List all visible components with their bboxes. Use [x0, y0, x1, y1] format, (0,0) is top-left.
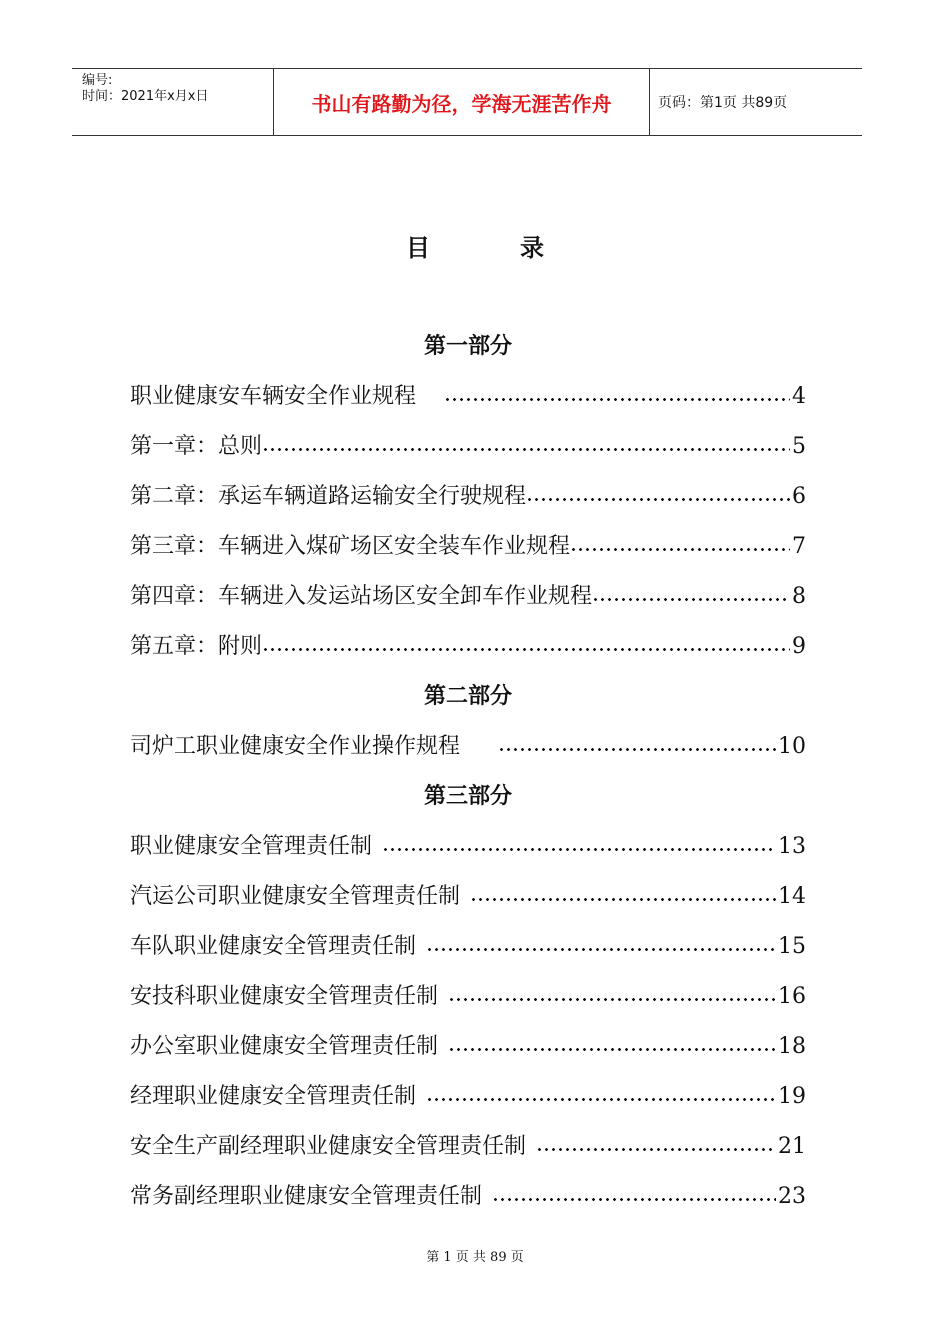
part-heading: 第一部分: [423, 334, 512, 359]
dot-leader: [492, 1198, 776, 1201]
toc-entry[interactable]: [130, 622, 806, 672]
dot-leader: [262, 648, 790, 651]
toc-entry-page: 19: [778, 1084, 806, 1109]
toc-entry-label: 职业健康安车辆安全作业规程: [130, 384, 417, 409]
part-heading: 第二部分: [423, 684, 512, 709]
toc-entry-page: 4: [792, 384, 806, 409]
toc-entry-page: 6: [792, 484, 806, 509]
dot-leader: [448, 998, 776, 1001]
dot-leader: [426, 1098, 776, 1101]
toc-entry-label: 安全生产副经理职业健康安全管理责任制: [130, 1134, 527, 1159]
dot-leader: [536, 1148, 776, 1151]
document-number-label: 编号:: [82, 73, 113, 88]
title-char-1: 目: [406, 234, 430, 262]
toc-entry-label: 安技科职业健康安全管理责任制: [130, 984, 439, 1009]
toc-entry-label: 第二章：承运车辆道路运输安全行驶规程: [130, 484, 527, 509]
toc-entry-page: 8: [792, 584, 806, 609]
toc-entry[interactable]: [130, 922, 806, 972]
toc-entry-label: 司炉工职业健康安全作业操作规程: [130, 734, 461, 759]
toc-entry[interactable]: [130, 872, 806, 922]
page-footer: 第 1 页 共 89 页: [426, 1250, 524, 1265]
dot-leader: [570, 548, 790, 551]
toc-entry-label: 办公室职业健康安全管理责任制: [130, 1034, 439, 1059]
dot-leader: [426, 948, 776, 951]
dot-leader: [592, 598, 790, 601]
dot-leader: [526, 498, 790, 501]
toc-entry[interactable]: [130, 822, 806, 872]
toc-entry-label: 汽运公司职业健康安全管理责任制: [130, 884, 461, 909]
title-char-2: 录: [520, 234, 544, 262]
toc-entry[interactable]: [130, 1072, 806, 1122]
toc-entry[interactable]: [130, 722, 806, 772]
dot-leader: [262, 448, 790, 451]
toc-entry-page: 15: [778, 934, 806, 959]
toc-entry-label: 常务副经理职业健康安全管理责任制: [130, 1184, 483, 1209]
toc-entry[interactable]: [130, 472, 806, 522]
table-of-contents: [130, 322, 806, 1222]
toc-entry[interactable]: [130, 422, 806, 472]
toc-entry-page: 23: [778, 1184, 806, 1209]
dot-leader: [382, 848, 776, 851]
header-page-info: 页码：第1页 共89页: [658, 95, 788, 111]
dot-leader: [448, 1048, 776, 1051]
toc-entry-label: 第三章：车辆进入煤矿场区安全装车作业规程: [130, 534, 571, 559]
toc-entry-label: 车队职业健康安全管理责任制: [130, 934, 417, 959]
toc-entry[interactable]: [130, 572, 806, 622]
toc-entry-label: 第四章：车辆进入发运站场区安全卸车作业规程: [130, 584, 593, 609]
dot-leader: [498, 748, 776, 751]
toc-entry-label: 第一章：总则: [130, 434, 263, 459]
header-meta: [72, 69, 274, 135]
document-time-label: 时间：2021年x月x日: [82, 89, 209, 104]
part-heading: 第三部分: [423, 784, 512, 809]
toc-entry-page: 14: [778, 884, 806, 909]
document-header: [72, 68, 862, 136]
toc-entry-label: 职业健康安全管理责任制: [130, 834, 373, 859]
toc-entry[interactable]: [130, 1122, 806, 1172]
page-title: [0, 228, 950, 263]
toc-entry-page: 10: [778, 734, 806, 759]
toc-entry[interactable]: [130, 372, 806, 422]
toc-entry-page: 5: [792, 434, 806, 459]
toc-entry-page: 16: [778, 984, 806, 1009]
toc-entry-label: 第五章：附则: [130, 634, 263, 659]
toc-entry[interactable]: [130, 522, 806, 572]
toc-entry-label: 经理职业健康安全管理责任制: [130, 1084, 417, 1109]
toc-entry[interactable]: [130, 1022, 806, 1072]
toc-entry[interactable]: [130, 1172, 806, 1222]
toc-entry-page: 9: [792, 634, 806, 659]
dot-leader: [470, 898, 776, 901]
header-motto: 书山有路勤为径，学海无涯苦作舟: [274, 69, 650, 135]
toc-entry-page: 21: [778, 1134, 806, 1159]
toc-entry-page: 18: [778, 1034, 806, 1059]
toc-entry-page: 13: [778, 834, 806, 859]
toc-entry[interactable]: [130, 972, 806, 1022]
dot-leader: [444, 398, 790, 401]
toc-entry-page: 7: [792, 534, 806, 559]
